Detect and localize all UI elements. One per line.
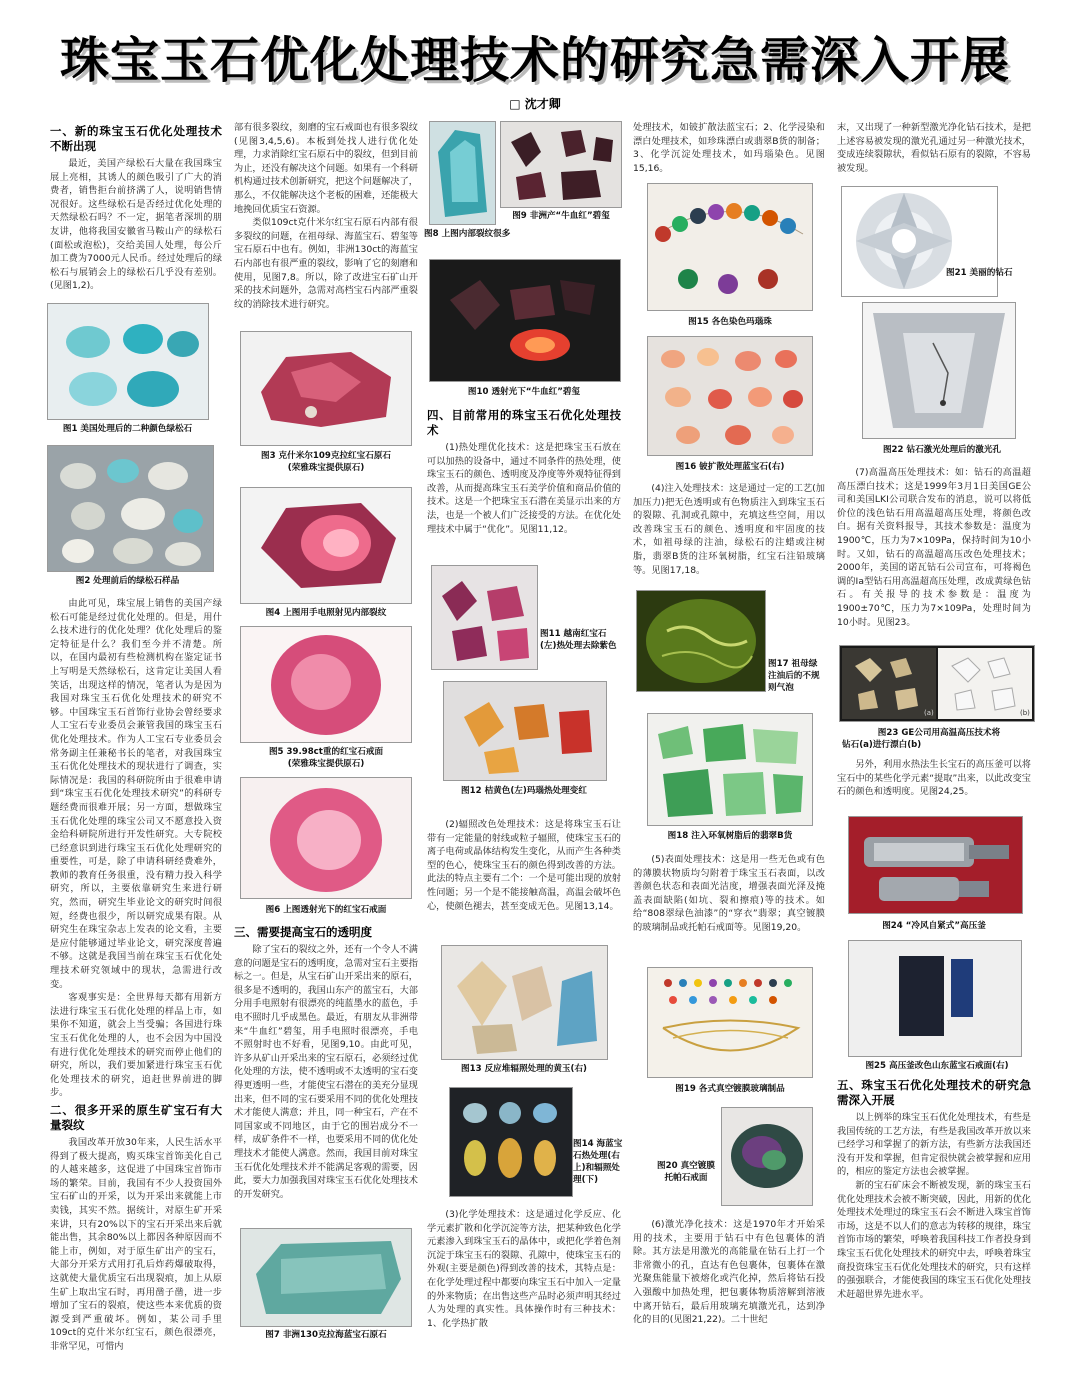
figure-6-caption: 图6 上图透射光下的红宝石戒面	[265, 905, 387, 915]
figure-3-image	[240, 331, 412, 446]
paragraph: 类似109ct克什米尔红宝石原石内部有很多裂纹的问题，在祖母绿、海蓝宝石、碧玺等宝石原石中也有。例如，非洲130ct的海蓝宝石内部也有很严重的裂纹，影响了它的刻磨和使用，见图7,8。所以，除了改进宝石矿山开采的技术问题外，急需对高档宝石内部严重裂纹的消除技术进行研究。	[234, 217, 418, 310]
section-heading-5: 五、珠宝玉石优化处理技术的研究急需深入开展	[837, 1078, 1031, 1107]
figure-16-caption: 图16 铍扩散处理蓝宝石(右)	[675, 462, 785, 472]
figure-11-caption: 图11 越南红宝石(左)热处理去除紫色	[540, 629, 617, 651]
figure-9-image	[500, 121, 622, 208]
figure-14-caption: 图14 海蓝宝石热处理(右上)和辐照处理(下)	[573, 1139, 623, 1185]
figure-1-image	[47, 303, 209, 420]
figure-5-caption	[236, 746, 416, 770]
paragraph: 除了宝石的裂纹之外，还有一个令人不满意的问题是宝石的透明度，急需对宝石主要指标之一。但是，从宝石矿山开采出来的原石，很多是不透明的，我国山东产的蓝宝石，大部分用手电照射有很漂亮的纯蓝墨水的蓝色，手电不照时几乎成黑色。最近，有朋友从非洲带来“牛血红”碧玺，用手电照时很漂亮，手电不照射时也不好看，见图9,10。由此可见，许多从矿山开采出来的宝石原石，必须经过优化处理的方法，使不透明或不太透明的宝石变得更透明一些，才能使宝石潜在的美充分显现出来，但不同的宝石要采用不同的优化处理技术才能使人满意；并且，同一种宝石，产在不同国家或不同地区，由于它的围岩成分不一样，成矿条件不一样，也要采用不同的优化处理技术才能使人满意。然而，我国目前对珠宝玉石优化处理技术并不能满足客观的需要，因此，要大力加强我国对珠宝玉石优化处理技术的开发研究。	[234, 944, 418, 1200]
figure-23-caption	[842, 727, 1036, 751]
figure-10-image	[429, 259, 621, 382]
figure-5-caption-line-1: 图5 39.98ct重的红宝石戒面	[268, 747, 384, 757]
figure-25-image	[848, 940, 1022, 1057]
figure-3-caption-line-1: 图3 克什米尔109克拉红宝石原石	[260, 451, 392, 461]
figure-10-caption: 图10 透射光下“牛血红”碧玺	[467, 387, 581, 397]
paragraph: (5)表面处理技术：这是用一些无色或有色的薄膜状物质均匀附着于珠宝玉石表面，以改善颜色状态和表面光洁度，增强表面光泽及掩盖表面缺陷(如坑、裂和擦痕)等的技术。如给“808翠绿色油漆”的“穿衣”翡翠；真空镀膜的玻璃制品或托帕石戒面等。见图19,20。	[633, 854, 825, 933]
paragraph: 新的宝石矿床会不断被发现，新的珠宝玉石优化处理技术会被不断突破，因此，用新的优化处理技术处理过的珠宝玉石会不断进入珠宝首饰市场，这是不以人们的意志为转移的规律，珠宝首饰市场的繁荣，呼唤着我国科技工作者投身到珠宝玉石优化处理技术的研究中去，呼唤着珠宝商投资珠宝玉石优化处理技术的研究，只有这样的强强联合，才能使我国的珠宝玉石优化处理技术赶超世界先进水平。	[837, 1179, 1031, 1300]
figure-5-caption-line-2: (荣雅珠宝提供原石)	[287, 759, 365, 769]
column-4-bottom	[633, 1218, 825, 1348]
figure-12-caption: 图12 桔黄色(左)玛瑙热处理变红	[461, 786, 587, 796]
figure-1-caption: 图1 美国处理后的二种颜色绿松石	[62, 424, 193, 434]
figure-18-image	[647, 713, 813, 826]
column-3-middle	[427, 818, 621, 940]
figure-2-image	[47, 445, 214, 572]
figure-17-caption: 图17 祖母绿注油后的不规则气泡	[768, 659, 820, 693]
figure-8-image	[429, 121, 496, 225]
figure-22-caption: 图22 钻石激光处理后的激光孔	[882, 445, 1002, 455]
paragraph: (2)辐照改色处理技术：这是将珠宝玉石让带有一定能量的射线或粒子辐照，使珠宝玉石的离子电荷或晶体结构发生变化，从而产生各种类型的色心，使珠宝玉石的颜色得到改善的方法。此法的特点主要有二个：一个是可能出现的放射性问题；另一个是不能接触高温，高温会破坏色心，使颜色褪去，甚至变成无色。见图13,14。	[427, 819, 621, 912]
paragraph: 客观事实是：全世界每天都有用新方法进行珠宝玉石优化处理的样品上市，如果你不知道，就会上当受骗；各国进行珠宝玉石优化处理的人，也不会因为中国没有进行优化处理技术的研究而停止他们的研究，所以，我们要加紧进行珠宝玉石优化处理技术的研究，追赶世界前进的脚步。	[50, 992, 222, 1099]
figure-4-caption: 图4 上图用手电照射见内部裂纹	[265, 608, 387, 618]
paragraph: (6)激光净化技术：这是1970年才开始采用的技术，主要用于钻石中有色包裹体的消除。其方法是用激光的高能量在钻石上打一个非常微小的孔，直达有色包裹体，包裹体在激光聚焦能量下被熔化或汽化掉，然后将钻石投入强酸中加热处理，把包裹体物质溶解到溶液中离开钻石，最后用玻璃充填激光孔，达到净化的目的(见图21,22)。二十世纪	[633, 1219, 825, 1326]
figure-16-image	[647, 336, 813, 456]
section-heading-4: 四、目前常用的珠宝玉石优化处理技术	[427, 408, 621, 437]
column-3-top	[427, 408, 621, 558]
column-3-bottom	[427, 1208, 621, 1348]
paragraph: 处理技术，如铍扩散法蓝宝石；2、化学浸染和漂白处理技术，如珍珠漂白或翡翠B货的制备；3、化学沉淀处理技术，如玛瑙染色。见图15,16。	[633, 122, 825, 174]
column-1-top	[50, 121, 222, 299]
figure-23-caption-line-1: 图23 GE公司用高温高压技术将	[877, 728, 1001, 738]
column-2-bottom	[234, 925, 418, 1225]
column-4-top	[633, 121, 825, 183]
figure-15-caption: 图15 各色染色玛瑙珠	[688, 317, 772, 327]
figure-13-caption: 图13 反应堆辐照处理的黄玉(右)	[461, 1064, 587, 1074]
paragraph: 我国改革开放30年来，人民生活水平得到了极大提高，购买珠宝首饰美化自己的人越来越多，这促进了中国珠宝首饰市场的繁荣。目前，我国有不少人投资国外宝石矿山的开采，以为开采出来就能上市卖钱，其实不然。据统计，对原生矿开采来讲，只有20%以下的宝石开采出来后就能出售，其余80%以上都因各种原因而不能上市，例如，对于原生矿出产的宝石，大部分开采方式用打孔后炸药爆破取得，这就使大量优质宝石出现裂痕，加上从原生矿上取出宝石时，再用凿子凿，进一步增加了宝石的裂痕，使这些本来优质的资源受到严重破坏。例如，某公司手里109ct的克什米尔红宝石，颜色很漂亮，非常罕见，可惜内	[50, 1136, 222, 1352]
figure-20-caption: 图20 真空镀膜托帕石戒面	[657, 1161, 715, 1183]
figure-19-image	[647, 967, 813, 1078]
figure-19-caption: 图19 各式真空镀膜玻璃制品	[675, 1084, 785, 1094]
column-4-lower	[633, 853, 825, 961]
panel-b-label: (b)	[1020, 709, 1030, 717]
figure-15-image	[647, 183, 813, 311]
figure-23-image	[839, 645, 1035, 722]
paragraph: 以上例举的珠宝玉石优化处理技术，有些是我国传统的工艺方法，有些是我国改革开放以来已经学习和掌握了的新方法，有些新方法我国还没有开发和掌握，但肯定很快就会被掌握和应用的，相应的鉴定方法也会被掌握。	[837, 1112, 1031, 1178]
figure-3-caption	[236, 450, 416, 474]
column-2-top	[234, 121, 418, 321]
figure-8-caption: 图8 上图内部裂纹很多	[424, 229, 511, 239]
column-5-top	[837, 121, 1031, 183]
paragraph: 由此可见，珠宝展上销售的美国产绿松石可能是经过优化处理的。但是，用什么技术进行的优化处理？优化处理后的鉴定特征是什么？我们至今并不清楚。所以，在国内最初有些检测机构在鉴定证书上写明是天然绿松石，这肯定让美国人看笑话，出现这样的情况，笔者认为是因为我国对珠宝玉石优化处理技术的研究不够。中国珠宝玉石首饰行业协会曾经要求人工宝石专业委员会兼管我国的珠宝玉石优化处理技术。作为人工宝石专业委员会常务副主任兼秘书长的笔者，对我国珠宝玉石优化处理技术的现状进行了调查，实际情况是：我国的科研院所由于很难申请到“珠宝玉石优化处理技术研究”的科研专题经费而很难开展；另一方面，想做珠宝玉石优化处理的珠宝公司又不愿意投入资金给科研院所进行开发性研究。大专院校已经意识到进行珠宝玉石优化处理研究的重要性，可是，除了申请科研经费难外，教师的教育任务很重，没有精力投入科学研究，所以，主要依靠研究生来进行研究，然而，研究生毕业论文的研究时间很短，经费也很少，所以研究成果有限。从研究生在珠宝杂志上发表的论文看，主要是应付能够通过毕业论文，研究深度普遍不够。这就是我国当前在珠宝玉石优化处理技术研究领域中的现状，急需进行改变。	[50, 598, 222, 990]
figure-7-image	[240, 1228, 412, 1327]
figure-11-image	[431, 565, 538, 670]
panel-a-label: (a)	[924, 709, 934, 717]
figure-25-caption: 图25 高压釜改色山东蓝宝石戒面(右)	[865, 1061, 1009, 1071]
figure-12-image	[443, 681, 607, 781]
paragraph: 另外，利用水热法生长宝石的高压釜可以将宝石中的某些化学元素“提取”出来，以此改变宝石的颜色和透明度。见图24,25。	[837, 759, 1031, 798]
paragraph: (3)化学处理技术：这是通过化学反应、化学元素扩散和化学沉淀等方法，把某种致色化学元素渗入到珠宝玉石的晶体中，或把化学着色剂沉淀于珠宝玉石的裂隙、孔隙中，使珠宝玉石的外观(主要是颜色)得到改善的技术，其特点是：在化学处理过程中都要向珠宝玉石中加入一定量的外来物质；在出售这些产品时必须声明其经过人为处理的真实性。具体操作时有三种技术：1、化学热扩散	[427, 1209, 621, 1329]
page-title: 珠宝玉石优化处理技术的研究急需深入开展	[59, 32, 1010, 89]
figure-5-image	[240, 626, 412, 743]
figure-23-caption-line-2: 钻石(a)进行漂白(b)	[842, 740, 922, 750]
section-heading-3: 三、需要提高宝石的透明度	[234, 925, 372, 939]
column-5-bottom	[837, 1078, 1031, 1348]
paragraph: 最近，美国产绿松石大量在我国珠宝展上亮相，其诱人的颜色吸引了广大的消费者，销售拒台前挤满了人，说明销售情况很好。这些绿松石是否经过优化处理的天然绿松石吗？不一定，据笔者深圳的朋友讲，他将我国安徽省马鞍山产的绿松石(面松或泡松)，交给美国人处理，每公斤加工费为7000元人民币。经过处理后的绿松石与展销会上的绿松石几乎没有差别。(见图1,2)。	[50, 158, 222, 292]
paragraph: (1)热处理优化技术：这是把珠宝玉石放在可以加热的设备中，通过不同条件的热处理，使珠宝玉石的颜色、透明度及净度等外观特征得到改善，从而提高珠宝玉石美学价值和商品价值的技术。这是一个把珠宝玉石潜在美显示出来的方法，也是一个被人们广泛接受的方法。在优化处理技术中属于“优化”。见图11,12。	[427, 442, 621, 535]
figure-2-caption: 图2 处理前后的绿松石样品	[75, 576, 180, 586]
figure-24-caption: 图24 “冷风自紧式”高压釜	[882, 921, 986, 931]
figure-20-image	[721, 1107, 813, 1206]
section-heading-2: 二、很多开采的原生矿宝石有大量裂纹	[50, 1102, 222, 1132]
figure-22-image	[862, 302, 1016, 439]
section-heading-1: 一、新的珠宝玉石优化处理技术不断出现	[50, 124, 222, 153]
paragraph: 末，又出现了一种新型激光净化钻石技术，是把上述容易被发现的激光孔通过另一种激光技术，变成连续裂隙状，看似钻石原有的裂隙，不容易被发现。	[837, 122, 1031, 174]
figure-7-caption: 图7 非洲130克拉海蓝宝石原石	[265, 1330, 387, 1340]
column-1-bottom	[50, 597, 222, 1355]
figure-17-image	[636, 590, 766, 692]
figure-9-caption: 图9 非洲产“牛血红”碧玺	[512, 211, 610, 221]
figure-21-caption: 图21 美丽的钻石	[946, 268, 1013, 278]
column-5-middle	[837, 466, 1031, 638]
figure-13-image	[441, 945, 608, 1060]
column-4-middle	[633, 482, 825, 592]
figure-3-caption-line-2: (荣雅珠宝提供原石)	[287, 463, 365, 473]
paragraph: (7)高温高压处理技术：如：钻石的高温超高压漂白技术；这是1999年3月1日美国GE公司和美国LKI公司联合发布的消息，说可以将低价位的浅色钻石用高温超高压处理，将颜色改白。据有关资料报导，其技术参数是：温度为1900℃，压力为7×109Pa，保持时间为10小时。又如，钻石的高温超高压改色处理技术；2000年，美国的诺瓦钻石公司宣布，可将褐色调的Ⅰa型钻石用高温超高压处理，改成黄绿色钻石。有关报导的技术参数是：温度为1900±70℃，压力为7×109Pa，处理时间为10小时。见图23。	[837, 467, 1031, 628]
figure-4-image	[240, 487, 412, 604]
figure-6-image	[240, 777, 412, 899]
figure-14-image	[449, 1087, 573, 1197]
figure-24-image	[848, 816, 1023, 914]
paragraph: (4)注入处理技术：这是通过一定的工艺(加加压力)把无色透明或有色物质注入到珠宝玉石的裂隙、孔洞或孔隙中，充填这些空间，用以改善珠宝玉石的颜色、透明度和牢固度的技术，如祖母绿的注油，绿松石的注蜡或注树脂，翡翠B货的注环氧树脂，红宝石注铅玻璃等。见图17,18。	[633, 483, 825, 576]
figure-21-image	[841, 186, 998, 297]
column-5-lower	[837, 758, 1031, 814]
figure-18-caption: 图18 注入环氧树脂后的翡翠B货	[667, 831, 793, 841]
author: □ 沈才卿	[509, 97, 561, 111]
paragraph: 部有很多裂纹，刻磨的宝石戒面也有很多裂纹(见图3,4,5,6)。本板到处找人进行优化处理，力求消除红宝石原石中的裂纹，但到目前为止，还没有解决这个问题。如果有一个科研机构通过技术创新研究，把这个问题解决了，那么，不仅能解决这个老板的困难，还能极大地挽回优质宝石资源。	[234, 122, 418, 215]
